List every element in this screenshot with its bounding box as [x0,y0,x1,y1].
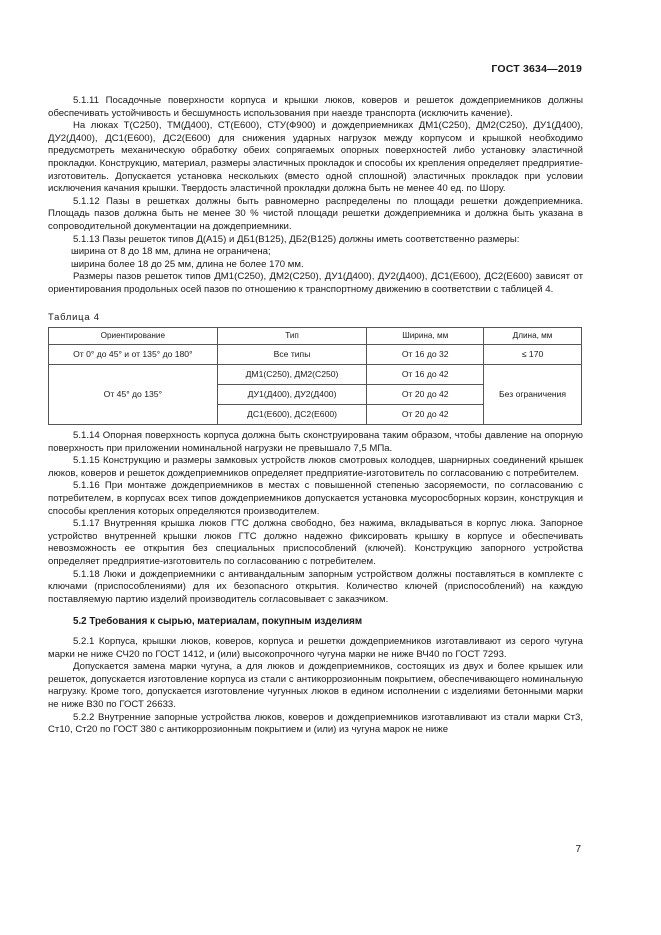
table-caption: Таблица 4 [48,310,100,322]
table-cell: От 16 до 32 [367,345,484,365]
paragraph: 5.1.12 Пазы в решетках должны быть равномерно распределены по площади решетки дождеприемника. Площадь пазов должна быть не менее 30 % чистой площади решетки дождеприемника и должна быть указана в сопроводительной документации на дождеприемники. [48,195,583,232]
list-item: - ширина от 8 до 18 мм, длина не ограничена; [48,246,583,259]
table-header-cell: Ориентирование [49,328,218,345]
table-cell: Все типы [217,345,367,365]
paragraph: 5.1.11 Посадочные поверхности корпуса и крышки люков, коверов и решеток дождеприемников должны обеспечивать устойчивость и бесшумность использования при наезде транспорта (исключить качение). [48,95,583,119]
paragraph: 5.1.15 Конструкцию и размеры замковых устройств люков смотровых колодцев, шарнирных соединений крышек люков, коверов и решеток дождеприемников определяет предприятие-изготовитель по согласованию с потребителем. [48,455,583,479]
paragraph: 5.2.1 Корпуса, крышки люков, коверов, корпуса и решетки дождеприемников изготавливают из серого чугуна марки не ниже СЧ20 по ГОСТ 1412, и (или) высокопрочного чугуна марки не ниже ВЧ40 по ГОСТ 7293. [48,636,583,660]
table-cell: ДУ1(Д400), ДУ2(Д400) [217,385,367,405]
table-header-row [49,328,582,345]
table-row [49,365,582,385]
table-cell: ДМ1(С250), ДМ2(С250) [217,365,367,385]
table-cell: Без ограничения [484,365,582,425]
document-header: ГОСТ 3634—2019 [491,63,582,75]
section-heading: 5.2 Требования к сырью, материалам, покупным изделиям [73,616,363,628]
table-cell: От 45° до 135° [49,365,218,425]
paragraph: Допускается замена марки чугуна, а для люков и дождеприемников, состоящих из двух и более крышек или решеток, допускается изготовление корпуса из стали с антикоррозионным покрытием, обеспечивающего номинальную нагрузку. Кроме того, допускается изготовление чугунных люков в едином исполнении с изделиями бетонными марки не ниже В30 по ГОСТ 26633. [48,661,583,710]
table-cell: ≤ 170 [484,345,582,365]
paragraph: 5.2.2 Внутренние запорные устройства люков, коверов и дождеприемников изготавливают из стали марки Ст3, Ст10, Ст20 по ГОСТ 380 с антикоррозионным покрытием и (или) из чугуна марок не ниже [48,711,583,736]
table-cell: От 20 до 42 [367,405,484,425]
paragraph: 5.1.16 При монтаже дождеприемников в местах с повышенной степенью засоряемости, по согласованию с потребителем, в корпусах всех типов дождеприемников допускается установка мусоросборных корзин, конструкция и способы крепления которых определяются производителем. [48,480,583,517]
paragraph: Размеры пазов решеток типов ДМ1(С250), ДМ2(С250), ДУ1(Д400), ДУ2(Д400), ДС1(Е600), ДС2(Е600) зависят от ориентирования продольных осей пазов по отношению к транспортному движению в соответствии с таблицей 4. [48,271,583,295]
table-cell: От 16 до 42 [367,365,484,385]
table-header-cell: Длина, мм [484,328,582,345]
table-cell: От 20 до 42 [367,385,484,405]
table-header-cell: Ширина, мм [367,328,484,345]
page-content [48,95,583,737]
table-header-cell: Тип [217,328,367,345]
table-cell: От 0° до 45° и от 135° до 180° [49,345,218,365]
paragraph: 5.1.17 Внутренняя крышка люков ГТС должна свободно, без нажима, вкладываться в корпус люка. Запорное устройство внутренней крышки люков ГТС должно надежно фиксировать крышку в корпусе и обеспечивать невозможность ее открытия без специальных приспособлений (ключей). Конструкцию запорного устройства определяет предприятие-изготовитель по согласованию с потребителем. [48,518,583,568]
paragraph: 5.1.18 Люки и дождеприемники с антивандальным запорным устройством должны поставляться в комплекте с ключами (приспособлениями) для их безопасного открытия. Количество ключей (приспособлений) на каждую поставляемую партию изделий производитель согласовывает с заказчиком. [48,568,583,605]
slot-size-table [48,327,582,425]
table-cell: ДС1(Е600), ДС2(Е600) [217,405,367,425]
paragraph: 5.1.14 Опорная поверхность корпуса должна быть сконструирована таким образом, чтобы давление на опорную поверхность при приложении номинальной нагрузки не превышало 7,5 МПа. [48,430,583,454]
paragraph: На люках Т(С250), ТМ(Д400), СТ(Е600), СТУ(Ф900) и дождеприемниках ДМ1(С250), ДМ2(С250), ДУ1(Д400), ДУ2(Д400), ДС1(Е600), ДС2(Е600) для снижения ударных нагрузок между корпусом и крышкой необходимо предусмотреть механическую обработку обеих сопрягаемых опорных поверхностей либо установку эластичной прокладки. Конструкцию, материал, размеры эластичных прокладок и способы их крепления определяет предприятие-изготовитель. Допускается установка нескольких (вместо одной сплошной) эластичных прокладок при условии исключения качания крышки. Твердость эластичной прокладки должна быть не менее 40 ед. по Шору. [48,120,583,195]
table-row [49,345,582,365]
paragraph: 5.1.13 Пазы решеток типов Д(А15) и ДБ1(В125), ДБ2(В125) должны иметь соответственно размеры: [73,233,520,245]
list-item: - ширина более 18 до 25 мм, длина не более 170 мм. [48,259,583,272]
page-number: 7 [575,844,581,855]
